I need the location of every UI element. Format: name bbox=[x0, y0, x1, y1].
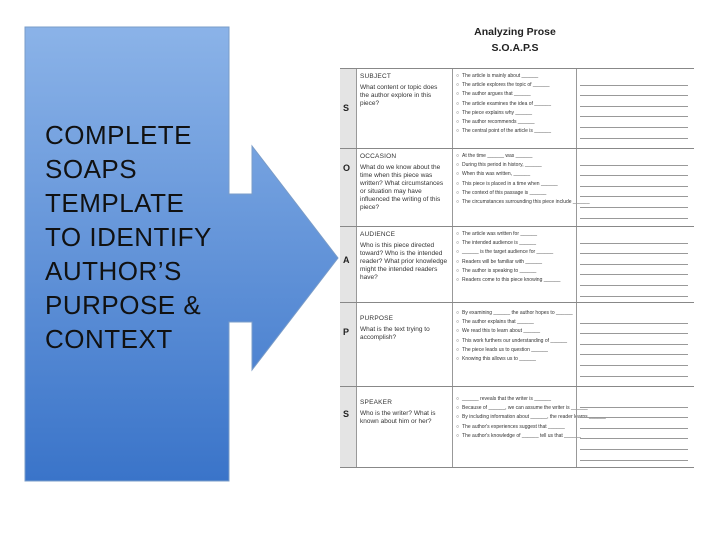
answer-lines bbox=[580, 75, 688, 149]
answer-line[interactable] bbox=[580, 408, 688, 419]
prompt-item: ○ The article explores the topic of ______ bbox=[456, 81, 574, 90]
prompt-item: ○ The author explains that ______ bbox=[456, 318, 574, 327]
letter-column bbox=[340, 303, 357, 387]
worksheet-title bbox=[440, 24, 590, 56]
worksheet-title-line2: S.O.A.P.S bbox=[491, 42, 539, 54]
answer-line[interactable] bbox=[580, 418, 688, 429]
answer-line[interactable] bbox=[580, 244, 688, 255]
prompt-item: ○ The circumstances surrounding this piece include ______ bbox=[456, 198, 574, 207]
prompt-list bbox=[456, 309, 574, 364]
prompt-item: ○ Readers come to this piece knowing ______ bbox=[456, 276, 574, 285]
column-divider bbox=[452, 387, 453, 467]
callout-line: AUTHOR’S bbox=[45, 256, 182, 286]
table-row-purpose bbox=[340, 302, 694, 387]
answer-line[interactable] bbox=[580, 107, 688, 118]
answer-line[interactable] bbox=[580, 75, 688, 86]
prompt-item: ○ The piece explains why ______ bbox=[456, 109, 574, 118]
answer-line[interactable] bbox=[580, 334, 688, 345]
row-heading: OCCASION bbox=[360, 153, 397, 160]
answer-line[interactable] bbox=[580, 197, 688, 208]
callout-line: PURPOSE & bbox=[45, 290, 202, 320]
table-row-speaker bbox=[340, 386, 694, 468]
row-question: What do we know about the time when this piece was written? What circumstances or situation may have influenced the writing of this piece? bbox=[360, 164, 444, 211]
answer-line[interactable] bbox=[580, 254, 688, 265]
row-heading: SPEAKER bbox=[360, 399, 393, 406]
column-divider bbox=[452, 303, 453, 387]
answer-line[interactable] bbox=[580, 313, 688, 324]
answer-line[interactable] bbox=[580, 176, 688, 187]
row-letter: P bbox=[343, 327, 350, 337]
callout-text bbox=[45, 118, 235, 356]
prompt-item: ○ By including information about ______, the reader learns ______ bbox=[456, 413, 574, 422]
answer-line[interactable] bbox=[580, 324, 688, 335]
prompt-item: ○ The intended audience is ______ bbox=[456, 239, 574, 248]
callout-line: SOAPS bbox=[45, 154, 138, 184]
prompt-item: ○ This piece is placed in a time when ______ bbox=[456, 180, 574, 189]
prompt-item: ○ The context of this passage is ______ bbox=[456, 189, 574, 198]
callout-line: CONTEXT bbox=[45, 324, 173, 354]
prompt-item: ○ The author is speaking to ______ bbox=[456, 267, 574, 276]
prompt-item: ○ By examining ______ the author hopes to ______ bbox=[456, 309, 574, 318]
prompt-item: ○ The central point of the article is ______ bbox=[456, 127, 574, 136]
row-question: What is the text trying to accomplish? bbox=[360, 326, 430, 341]
prompt-item: ○ At the time ______ was ______ bbox=[456, 152, 574, 161]
prompt-list bbox=[456, 72, 574, 136]
row-letter: O bbox=[343, 163, 351, 173]
worksheet-table bbox=[340, 68, 694, 468]
answer-line[interactable] bbox=[580, 265, 688, 276]
row-heading: SUBJECT bbox=[360, 73, 392, 80]
letter-column bbox=[340, 149, 357, 227]
answer-line[interactable] bbox=[580, 96, 688, 107]
question-cell bbox=[360, 399, 448, 426]
letter-column bbox=[340, 227, 357, 303]
answer-line[interactable] bbox=[580, 345, 688, 356]
prompt-item: ○ During this period in history, ______ bbox=[456, 161, 574, 170]
column-divider bbox=[452, 149, 453, 227]
answer-line[interactable] bbox=[580, 355, 688, 366]
prompt-item: ○ Readers will be familiar with ______ bbox=[456, 258, 574, 267]
row-letter: A bbox=[343, 255, 350, 265]
column-divider bbox=[576, 69, 577, 149]
prompt-list bbox=[456, 230, 574, 285]
column-divider bbox=[576, 303, 577, 387]
column-divider bbox=[576, 387, 577, 467]
prompt-item: ○ The author's experiences suggest that ______ bbox=[456, 423, 574, 432]
answer-line[interactable] bbox=[580, 233, 688, 244]
row-letter: S bbox=[343, 103, 350, 113]
answer-line[interactable] bbox=[580, 429, 688, 440]
soaps-worksheet bbox=[340, 20, 694, 470]
column-divider bbox=[576, 227, 577, 303]
letter-column bbox=[340, 387, 357, 467]
prompt-item: ○ We read this to learn about ______ bbox=[456, 327, 574, 336]
row-letter: S bbox=[343, 409, 350, 419]
question-cell bbox=[360, 231, 448, 282]
question-cell bbox=[360, 315, 448, 342]
row-question: What content or topic does the author explore in this piece? bbox=[360, 84, 438, 107]
row-question: Who is this piece directed toward? Who is the intended reader? What prior knowledge might the intended readers have? bbox=[360, 242, 448, 281]
answer-lines bbox=[580, 313, 688, 387]
answer-line[interactable] bbox=[580, 450, 688, 461]
answer-line[interactable] bbox=[580, 86, 688, 97]
row-heading: PURPOSE bbox=[360, 315, 394, 322]
answer-line[interactable] bbox=[580, 128, 688, 139]
table-row-audience bbox=[340, 226, 694, 303]
prompt-item: ○ The author argues that ______ bbox=[456, 90, 574, 99]
callout-line: TEMPLATE bbox=[45, 188, 185, 218]
answer-line[interactable] bbox=[580, 155, 688, 166]
answer-lines bbox=[580, 397, 688, 461]
prompt-item: ○ The author recommends ______ bbox=[456, 118, 574, 127]
answer-line[interactable] bbox=[580, 117, 688, 128]
column-divider bbox=[452, 69, 453, 149]
prompt-item: ○ Knowing this allows us to ______ bbox=[456, 355, 574, 364]
table-row-subject bbox=[340, 68, 694, 149]
question-cell bbox=[360, 153, 448, 212]
prompt-list bbox=[456, 395, 606, 441]
row-question: Who is the writer? What is known about him or her? bbox=[360, 410, 436, 425]
table-row-occasion bbox=[340, 148, 694, 227]
prompt-item: ○ ______ reveals that the writer is ______ bbox=[456, 395, 574, 404]
answer-line[interactable] bbox=[580, 187, 688, 198]
worksheet-title-line1: Analyzing Prose bbox=[474, 26, 556, 38]
answer-line[interactable] bbox=[580, 208, 688, 219]
answer-line[interactable] bbox=[580, 397, 688, 408]
prompt-item: ○ The article is mainly about ______ bbox=[456, 72, 574, 81]
answer-lines bbox=[580, 233, 688, 297]
answer-line[interactable] bbox=[580, 275, 688, 286]
row-heading: AUDIENCE bbox=[360, 231, 396, 238]
callout-line: COMPLETE bbox=[45, 120, 193, 150]
answer-line[interactable] bbox=[580, 166, 688, 177]
column-divider bbox=[576, 149, 577, 227]
prompt-item: ○ This work furthers our understanding of ______ bbox=[456, 337, 574, 346]
prompt-list bbox=[456, 152, 590, 207]
prompt-item: ○ The author's knowledge of ______ tell us that ______ bbox=[456, 432, 574, 441]
answer-line[interactable] bbox=[580, 366, 688, 377]
question-cell bbox=[360, 73, 448, 108]
prompt-item: ○ ______ is the target audience for ______ bbox=[456, 248, 574, 257]
prompt-item: ○ The article was written for ______ bbox=[456, 230, 574, 239]
answer-lines bbox=[580, 155, 688, 219]
prompt-item: ○ Because of ______, we can assume the writer is ______ bbox=[456, 404, 574, 413]
prompt-item: ○ The piece leads us to question ______ bbox=[456, 346, 574, 355]
answer-line[interactable] bbox=[580, 286, 688, 297]
prompt-item: ○ When this was written, ______ bbox=[456, 170, 574, 179]
answer-line[interactable] bbox=[580, 439, 688, 450]
callout-line: TO IDENTIFY bbox=[45, 222, 212, 252]
prompt-item: ○ The article examines the idea of ______ bbox=[456, 100, 574, 109]
column-divider bbox=[452, 227, 453, 303]
